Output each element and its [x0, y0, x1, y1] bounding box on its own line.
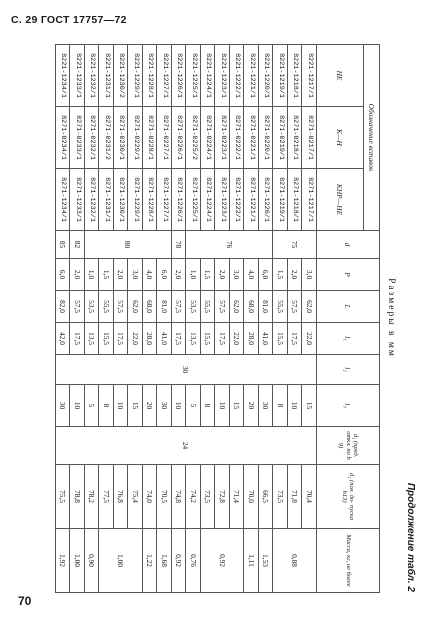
table-row — [70, 45, 85, 593]
cell-kn: 8271-0217/1 — [302, 107, 317, 169]
table-row — [85, 45, 100, 593]
cell-L: 81,0 — [157, 291, 172, 323]
cell-p: 3,0 — [128, 259, 143, 291]
cell-p: 2,0 — [70, 259, 85, 291]
cell-he: 8221-1230/2 — [114, 45, 129, 107]
cell-d2: 77,5 — [99, 465, 114, 529]
cell-l3: 30 — [157, 385, 172, 427]
cell-L: 81,0 — [259, 291, 274, 323]
cell-d2: 66,5 — [259, 465, 274, 529]
cell-mass: 0,76 — [186, 529, 201, 593]
cell-d2: 72,8 — [215, 465, 230, 529]
cell-kn: 8271-0224/1 — [201, 107, 216, 169]
table-row — [172, 45, 187, 593]
cell-p: 2,0 — [114, 259, 129, 291]
cell-L: 62,0 — [128, 291, 143, 323]
table-row — [157, 45, 172, 593]
cell-mass: 1,00 — [99, 529, 143, 593]
cell-he: 8221-1232/1 — [85, 45, 100, 107]
cell-he: 8221-1227/1 — [157, 45, 172, 107]
cell-kn: 8271-0220/1 — [259, 107, 274, 169]
cell-mass: 1,00 — [70, 529, 85, 593]
table-body — [56, 45, 317, 593]
cell-L: 55,5 — [201, 291, 216, 323]
cell-knp: 8271-1231/1 — [99, 169, 114, 231]
cell-l1: 28,0 — [244, 323, 259, 355]
cell-L: 55,5 — [273, 291, 288, 323]
table-row — [244, 45, 259, 593]
cell-he: 8221-1219/1 — [273, 45, 288, 107]
cell-l3: 8 — [273, 385, 288, 427]
col-he: НЕ — [317, 45, 364, 107]
cell-knp: 8271-1233/1 — [70, 169, 85, 231]
cell-p: 6,0 — [56, 259, 71, 291]
cell-mass: 0,88 — [273, 529, 317, 593]
table-row — [288, 45, 303, 593]
cell-l3: 10 — [215, 385, 230, 427]
cell-he: 8221-1226/1 — [172, 45, 187, 107]
cell-L: 62,0 — [230, 291, 245, 323]
cell-l3: 10 — [114, 385, 129, 427]
cell-l1: 17,5 — [114, 323, 129, 355]
cell-l1: 22,0 — [230, 323, 245, 355]
cell-p: 1,5 — [201, 259, 216, 291]
cell-he: 8221-1224/1 — [201, 45, 216, 107]
cell-knp: 8271-1234/1 — [56, 169, 71, 231]
cell-he: 8221-1217/1 — [302, 45, 317, 107]
cell-mass: 0,92 — [172, 529, 187, 593]
cell-l3: 10 — [288, 385, 303, 427]
cell-L: 53,5 — [186, 291, 201, 323]
cell-knp: 8271-1217/1 — [302, 169, 317, 231]
cell-l3: 15 — [302, 385, 317, 427]
cell-d2: 70,5 — [157, 465, 172, 529]
cell-l1: 15,5 — [273, 323, 288, 355]
sizes-title: Размеры в мм — [386, 278, 396, 358]
cell-d2: 73,5 — [273, 465, 288, 529]
cell-knp: 8271-1222/1 — [230, 169, 245, 231]
cell-l1: 17,5 — [70, 323, 85, 355]
cell-kn: 8271-0233/1 — [70, 107, 85, 169]
cell-kn: 8271-0226/1 — [172, 107, 187, 169]
page-header: С. 29 ГОСТ 17757—72 — [11, 14, 127, 26]
cell-p: 1,5 — [273, 259, 288, 291]
cell-l3: 8 — [201, 385, 216, 427]
cell-p: 3,0 — [302, 259, 317, 291]
cell-l1: 22,0 — [302, 323, 317, 355]
cell-knp: 8271-1219/1 — [273, 169, 288, 231]
cell-he: 8221-1229/1 — [128, 45, 143, 107]
cell-l1: 17,5 — [215, 323, 230, 355]
cell-p: 2,0 — [172, 259, 187, 291]
col-l2: l₂ — [317, 355, 380, 385]
col-d: d — [317, 231, 380, 259]
cell-kn: 8271-0230/1 — [114, 107, 129, 169]
cell-d2: 71,4 — [230, 465, 245, 529]
cell-L: 68,0 — [244, 291, 259, 323]
table-row — [56, 45, 71, 593]
cell-l1: 17,5 — [172, 323, 187, 355]
table-row — [114, 45, 129, 593]
cell-knp: 8271-1226/1 — [172, 169, 187, 231]
cell-knp: 8271-1227/1 — [157, 169, 172, 231]
cell-l3: 8 — [99, 385, 114, 427]
cell-l1: 41,0 — [157, 323, 172, 355]
cell-l1: 15,5 — [201, 323, 216, 355]
cell-p: 2,0 — [288, 259, 303, 291]
cell-knp: 8271-1221/1 — [244, 169, 259, 231]
cell-mass: 0,92 — [201, 529, 245, 593]
cell-l3: 15 — [230, 385, 245, 427]
cell-l1: 15,5 — [99, 323, 114, 355]
cell-d: 75 — [273, 231, 317, 259]
cell-kn: 8271-0229/1 — [128, 107, 143, 169]
table-row — [143, 45, 158, 593]
table-row — [99, 45, 114, 593]
table-row — [128, 45, 143, 593]
cell-kn: 8271-0232/1 — [85, 107, 100, 169]
cell-he: 8221-1222/1 — [230, 45, 245, 107]
cell-he: 8221-1225/1 — [186, 45, 201, 107]
cell-p: 6,0 — [157, 259, 172, 291]
cell-p: 1,0 — [186, 259, 201, 291]
page-number: 70 — [18, 594, 32, 608]
cell-mass: 1,92 — [56, 529, 71, 593]
cell-mass: 1,11 — [244, 529, 259, 593]
cell-mass: 1,68 — [157, 529, 172, 593]
cell-l3: 20 — [143, 385, 158, 427]
cell-d: 82 — [70, 231, 85, 259]
cell-p: 6,0 — [259, 259, 274, 291]
cell-l3: 10 — [70, 385, 85, 427]
cell-l1: 28,0 — [143, 323, 158, 355]
cell-he: 8221-1228/1 — [143, 45, 158, 107]
cell-he: 8221-1218/1 — [288, 45, 303, 107]
cell-d1: 24 — [56, 427, 317, 465]
cell-p: 1,5 — [99, 259, 114, 291]
cell-knp: 8271-1230/1 — [114, 169, 129, 231]
cell-p: 1,0 — [85, 259, 100, 291]
cell-d: 85 — [56, 231, 71, 259]
table-row — [259, 45, 274, 593]
cell-L: 57,5 — [114, 291, 129, 323]
cell-kn: 8271-0219/1 — [273, 107, 288, 169]
cell-knp: 8271-1229/1 — [128, 169, 143, 231]
cell-knp: 8271-1232/1 — [85, 169, 100, 231]
cell-d: 80 — [85, 231, 172, 259]
cell-kn: 8271-0225/2 — [186, 107, 201, 169]
table-row — [201, 45, 216, 593]
cell-l1: 42,0 — [56, 323, 71, 355]
dimensions-table — [55, 44, 380, 593]
cell-p: 3,0 — [230, 259, 245, 291]
cell-L: 57,5 — [215, 291, 230, 323]
cell-L: 57,5 — [70, 291, 85, 323]
cell-he: 8221-1220/1 — [259, 45, 274, 107]
cell-l3: 30 — [259, 385, 274, 427]
cell-knp: 8271-1218/1 — [288, 169, 303, 231]
cell-knp: 8271-1225/1 — [186, 169, 201, 231]
group-header: Обозначение вставок — [364, 45, 380, 231]
col-mass: Масса, кг, не более — [317, 529, 380, 593]
cell-l1: 13,5 — [85, 323, 100, 355]
cell-p: 2,0 — [215, 259, 230, 291]
cell-d2: 73,5 — [201, 465, 216, 529]
cell-knp: 8271-1220/1 — [259, 169, 274, 231]
cell-knp: 8271-1224/1 — [201, 169, 216, 231]
cell-L: 62,0 — [302, 291, 317, 323]
cell-l3: 20 — [244, 385, 259, 427]
col-kn: К—Н — [317, 107, 364, 169]
cell-kn: 8271-0227/1 — [157, 107, 172, 169]
cell-he: 8221-1221/1 — [244, 45, 259, 107]
col-d1: d₁ (пред. откл. по h 9) — [317, 427, 380, 465]
cell-kn: 8271-0218/1 — [288, 107, 303, 169]
cell-he: 8221-1231/1 — [99, 45, 114, 107]
cell-kn: 8271-0231/2 — [99, 107, 114, 169]
table-row — [186, 45, 201, 593]
col-L: L — [317, 291, 380, 323]
cell-d2: 75,5 — [56, 465, 71, 529]
rotated-table-block — [58, 44, 416, 592]
col-knp: КНР—НЕ — [317, 169, 364, 231]
cell-L: 53,5 — [85, 291, 100, 323]
cell-d2: 75,4 — [128, 465, 143, 529]
cell-l1: 13,5 — [186, 323, 201, 355]
cell-d2: 70,4 — [302, 465, 317, 529]
cell-mass: 0,90 — [85, 529, 100, 593]
cell-l2: 30 — [56, 355, 317, 385]
cell-mass: 1,53 — [259, 529, 274, 593]
table-row — [302, 45, 317, 593]
cell-kn: 8271-0221/1 — [244, 107, 259, 169]
cell-d2: 74,8 — [172, 465, 187, 529]
cell-L: 68,0 — [143, 291, 158, 323]
cell-L: 82,0 — [56, 291, 71, 323]
cell-d2: 70,0 — [244, 465, 259, 529]
cell-p: 4,0 — [143, 259, 158, 291]
cell-l1: 22,0 — [128, 323, 143, 355]
cell-he: 8221-1234/1 — [56, 45, 71, 107]
table-row — [230, 45, 245, 593]
col-l1: l₁ — [317, 323, 380, 355]
cell-d2: 74,2 — [186, 465, 201, 529]
cell-d2: 78,2 — [85, 465, 100, 529]
cell-kn: 8271-0223/1 — [215, 107, 230, 169]
cell-l3: 5 — [85, 385, 100, 427]
cell-knp: 8271-1228/1 — [143, 169, 158, 231]
table-row — [215, 45, 230, 593]
cell-L: 55,5 — [99, 291, 114, 323]
cell-d: 76 — [186, 231, 273, 259]
col-p: P — [317, 259, 380, 291]
cell-d2: 76,8 — [114, 465, 129, 529]
table-row — [273, 45, 288, 593]
col-d2: d₂ (пол. до- пуска h13) — [317, 465, 380, 529]
cell-l1: 17,5 — [288, 323, 303, 355]
cell-kn: 8271-0228/1 — [143, 107, 158, 169]
cell-kn: 8271-0222/1 — [230, 107, 245, 169]
cell-mass: 1,22 — [143, 529, 158, 593]
cell-l3: 10 — [172, 385, 187, 427]
cell-he: 8221-1233/1 — [70, 45, 85, 107]
col-l3: l₃ — [317, 385, 380, 427]
cell-l1: 41,0 — [259, 323, 274, 355]
cell-d2: 71,8 — [288, 465, 303, 529]
cell-kn: 8271-0234/1 — [56, 107, 71, 169]
cell-l3: 30 — [56, 385, 71, 427]
cell-knp: 8271-1223/1 — [215, 169, 230, 231]
cell-d2: 78,8 — [70, 465, 85, 529]
cell-d2: 74,0 — [143, 465, 158, 529]
cell-L: 57,5 — [172, 291, 187, 323]
cell-d: 78 — [172, 231, 187, 259]
cell-he: 8221-1223/1 — [215, 45, 230, 107]
continuation-label: Продолжение табл. 2 — [405, 482, 416, 592]
cell-L: 57,5 — [288, 291, 303, 323]
cell-l3: 5 — [186, 385, 201, 427]
cell-p: 4,0 — [244, 259, 259, 291]
cell-l3: 15 — [128, 385, 143, 427]
